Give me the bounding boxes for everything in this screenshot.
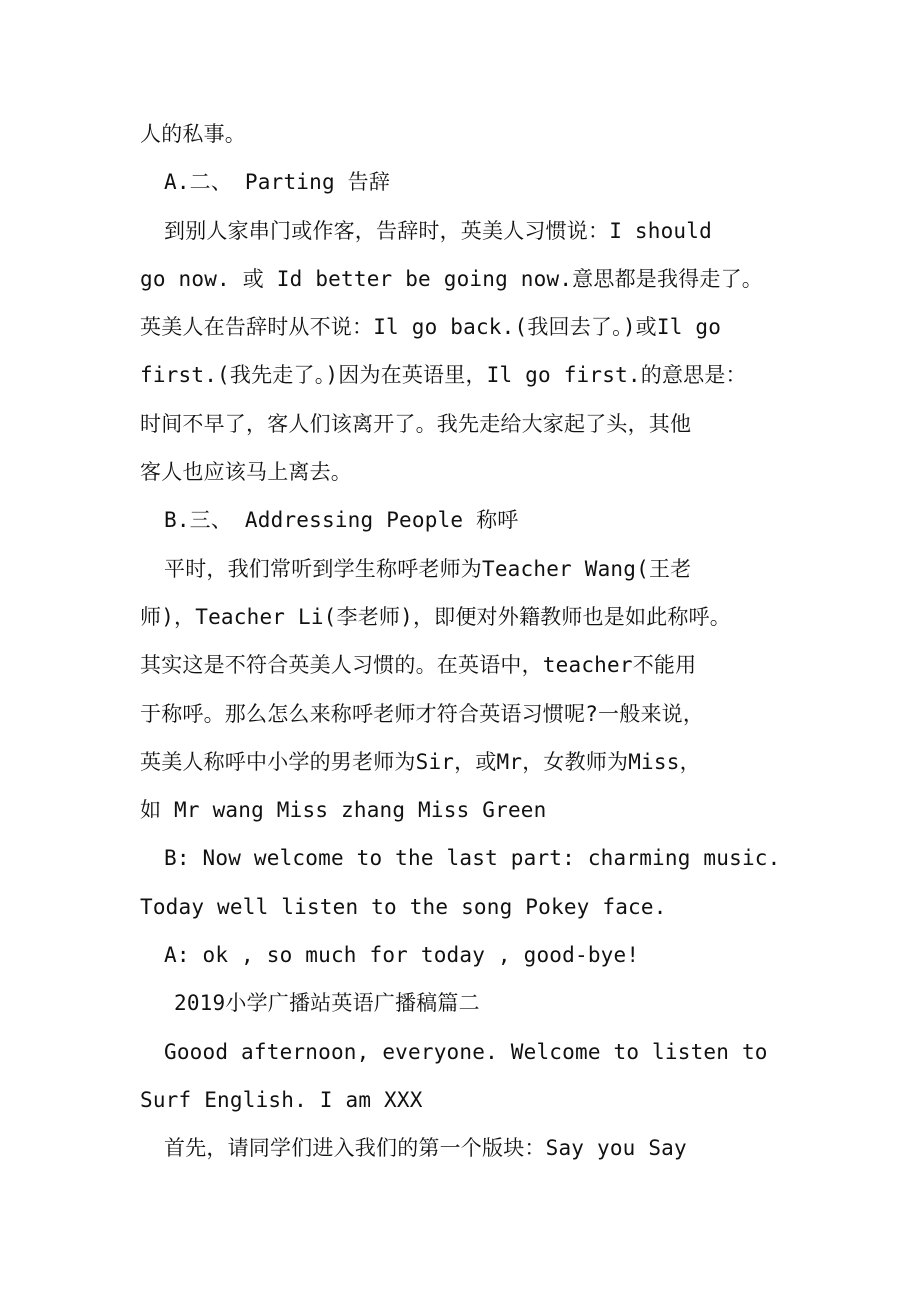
text-line: 人的私事。 (140, 122, 246, 146)
dialogue-line: A: ok , so much for today , good-bye! (164, 943, 640, 968)
text-line: 客人也应该马上离去。 (140, 460, 352, 485)
dialogue-line: B: Now welcome to the last part: charming music. (164, 846, 781, 871)
dialogue-line: Today well listen to the song Pokey face. (140, 894, 667, 919)
text-line: Surf English. I am XXX (140, 1087, 423, 1112)
text-line: first.(我先走了。)因为在英语里，Il go first.的意思是： (140, 363, 747, 388)
text-line: 师)，Teacher Li(李老师)，即便对外籍教师也是如此称呼。 (140, 604, 731, 629)
text-line: 时间不早了，客人们该离开了。我先走给大家起了头，其他 (140, 411, 692, 436)
text-line: 首先，请同学们进入我们的第一个版块：Say you Say (164, 1136, 687, 1161)
text-line: 如 Mr wang Miss zhang Miss Green (140, 798, 547, 823)
text-line: 其实这是不符合英美人习惯的。在英语中，teacher不能用 (140, 653, 697, 678)
text-line: 英美人称呼中小学的男老师为Sir，或Mr，女教师为Miss， (140, 749, 701, 774)
text-line: Goood afternoon, everyone. Welcome to listen to (164, 1039, 768, 1064)
text-line: 英美人在告辞时从不说：Il go back.(我回去了。)或Il go (140, 315, 722, 340)
text-line: 到别人家串门或作客，告辞时，英美人习惯说：I should (164, 218, 712, 243)
text-line: 于称呼。那么怎么来称呼老师才符合英语习惯呢?一般来说， (140, 701, 705, 726)
text-line: 平时，我们常听到学生称呼老师为Teacher Wang(王老 (164, 556, 692, 581)
section-heading-parting: A.二、 Parting 告辞 (164, 170, 391, 195)
text-line: go now. 或 Id better be going now.意思都是我得走了。 (140, 266, 763, 291)
section-heading-addressing: B.三、 Addressing People 称呼 (164, 508, 519, 533)
section-title: 2019小学广播站英语广播稿篇二 (174, 991, 480, 1016)
document-body (140, 110, 790, 1173)
